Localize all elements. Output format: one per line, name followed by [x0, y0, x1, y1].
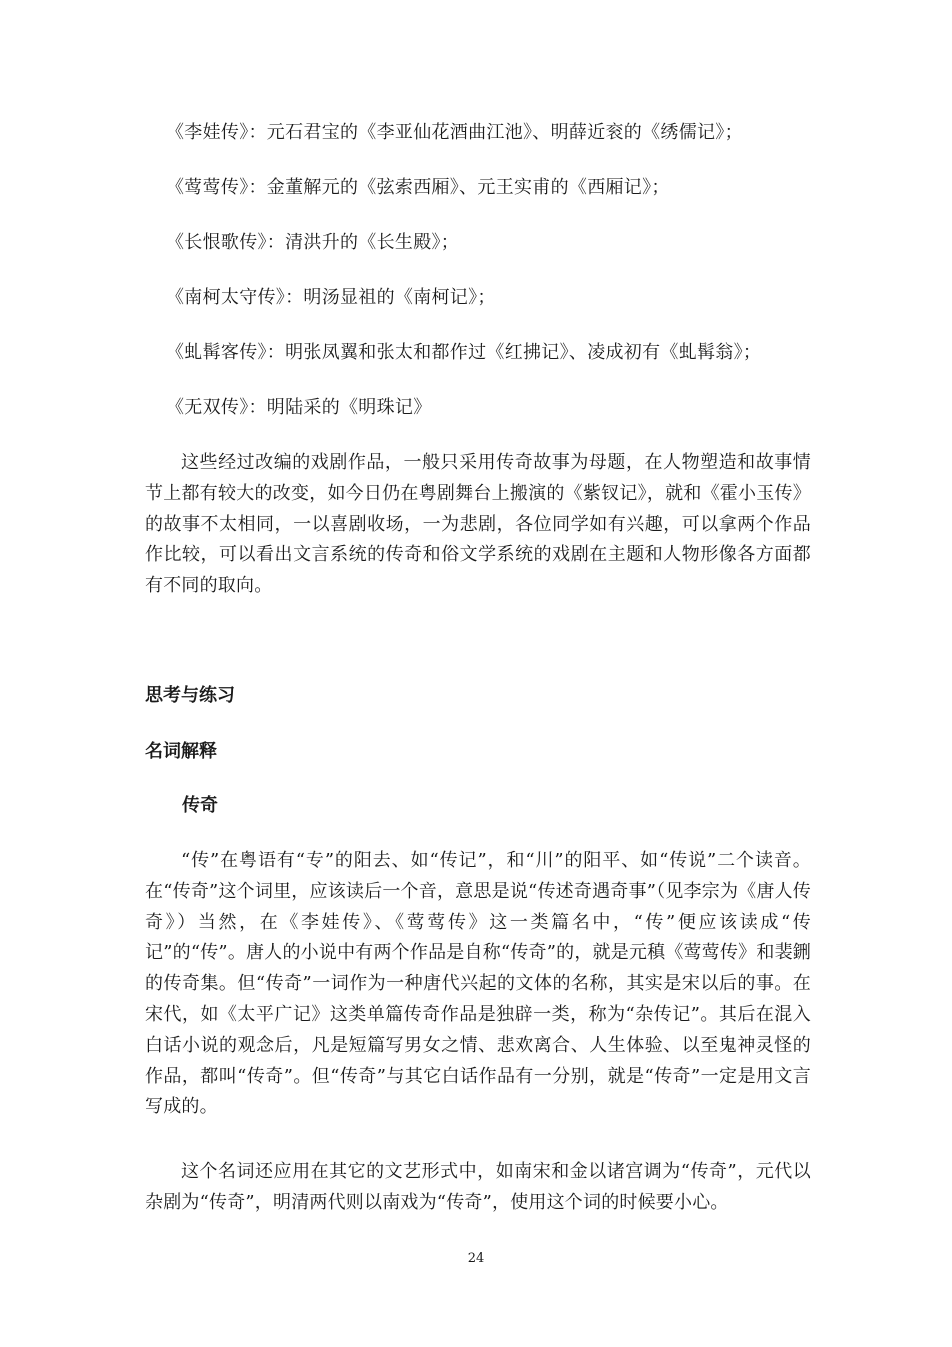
term-paragraph-2: 这个名词还应用在其它的文艺形式中，如南宋和金以诸宫调为“传奇”，元代以杂剧为“传奇”，明清两代则以南戏为“传奇”，使用这个词的时候要小心。	[145, 1161, 811, 1213]
intro-paragraph: 这些经过改编的戏剧作品，一般只采用传奇故事为母题，在人物塑造和故事情节上都有较大的改变，如今日仍在粤剧舞台上搬演的《紫钗记》，就和《霍小玉传》的故事不太相同，一以喜剧收场，一为悲剧，各位同学如有兴趣，可以拿两个作品作比较，可以看出文言系统的传奇和俗文学系统的戏剧在主题和人物形像各方面都有不同的取向。	[145, 452, 811, 597]
page-number: 24	[467, 1251, 485, 1266]
adaptation-item-li-wa: 《李娃传》：元石君宝的《李亚仙花酒曲江池》、明薛近衮的《绣儒记》；	[166, 122, 743, 143]
term-heading: 传奇	[182, 795, 218, 816]
adaptation-item-chang-hen-ge: 《长恨歌传》：清洪升的《长生殿》；	[166, 232, 460, 253]
subsection-heading: 名词解释	[145, 741, 217, 762]
section-heading: 思考与练习	[145, 685, 235, 706]
adaptation-item-nan-ke: 《南柯太守传》：明汤显祖的《南柯记》；	[166, 287, 496, 308]
adaptation-item-wu-shuang: 《无双传》：明陆采的《明珠记》	[166, 397, 432, 418]
term-paragraph-1: “传”在粤语有“专”的阳去、如“传记”，和“川”的阳平、如“传说”二个读音。在“传奇”这个词里，应该读后一个音，意思是说“传述奇遇奇事”（见李宗为《唐人传奇》）当然，在《李娃传》、《莺莺传》这一类篇名中，“传”便应该读成“传记”的“传”。唐人的小说中有两个作品是自称“传奇”的，就是元稹《莺莺传》和裴鉶的传奇集。但“传奇”一词作为一种唐代兴起的文体的名称，其实是宋以后的事。在宋代，如《太平广记》这类单篇传奇作品是独辟一类，称为“杂传记”。其后在混入白话小说的观念后，凡是短篇写男女之情、悲欢离合、人生体验、以至鬼神灵怪的作品，都叫“传奇”。但“传奇”与其它白话作品有一分别，就是“传奇”一定是用文言写成的。	[145, 850, 811, 1118]
adaptation-item-qiu-ran-ke: 《虬髯客传》：明张凤翼和张太和都作过《红拂记》、凌成初有《虬髯翁》；	[166, 342, 762, 363]
adaptation-item-ying-ying: 《莺莺传》：金董解元的《弦索西厢》、元王实甫的《西厢记》；	[166, 177, 670, 198]
